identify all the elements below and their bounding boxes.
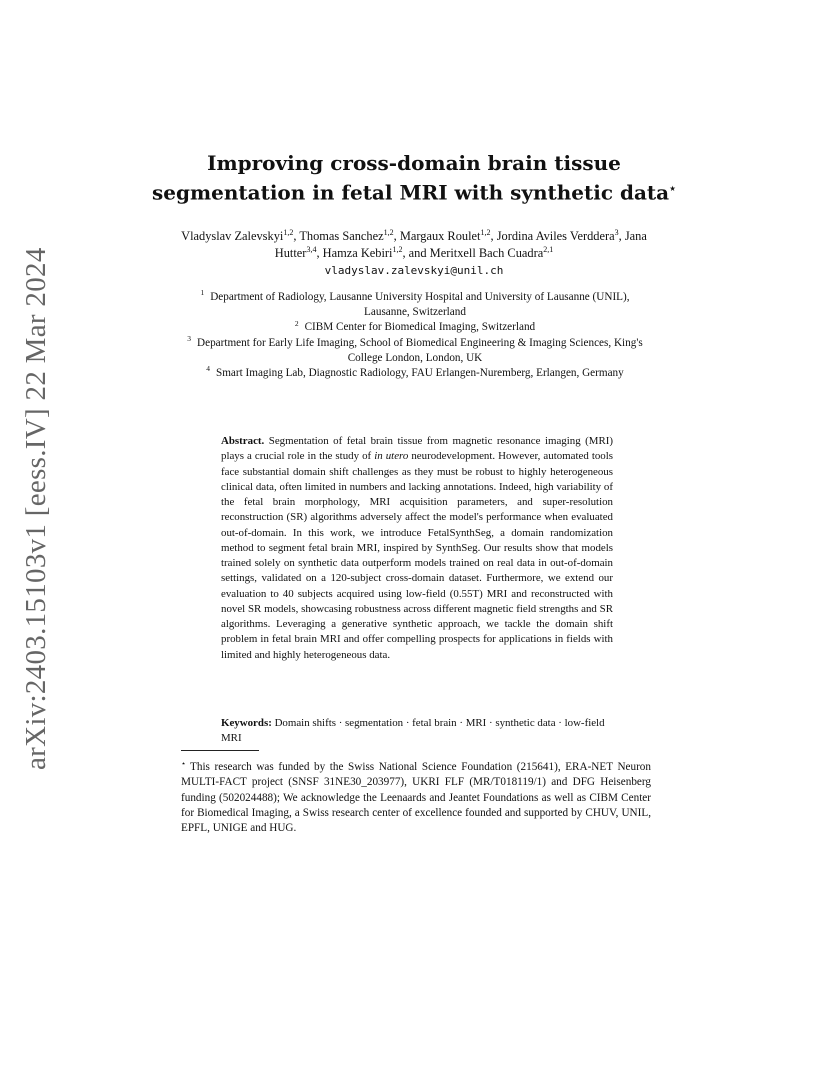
author-affiliation-marker: 2,1: [543, 244, 554, 254]
keywords-text: Domain shifts · segmentation · fetal brain · MRI · synthetic data · low-field MRI: [221, 717, 605, 745]
author-affiliation-marker: 3: [614, 227, 619, 237]
title-line-1: Improving cross-domain brain tissue: [207, 151, 621, 175]
abstract-text-2: neurodevelopment. However, automated tools face substantial domain shift challenges as they must be robust to highly heterogeneous clinical data, often limited in numbers and lacking annotations. Indeed, high variability of the fetal brain morphology, MRI acquisition parameters, and super-resolution reconstruction (SR) algorithms adversely affect the model's performance when evaluated out-of-domain. In this work, we introduce FetalSynthSeg, a domain randomization method to segment fetal brain MRI, inspired by SynthSeg. Our results show that models trained solely on synthetic data outperform models trained on real data in out-of-domain settings, validated on a 120-subject cross-domain dataset. Furthermore, we extend our evaluation to 40 subjects acquired using low-field (0.55T) MRI and reconstructed with novel SR models, showcasing robustness across different magnetic field strengths and SR algorithms. Leveraging a generative synthetic approach, we tackle the domain shift problem in fetal brain MRI and offer compelling prospects for applications in fields with limited and highly heterogeneous data.: [221, 450, 614, 661]
title-footnote-mark: ⋆: [669, 182, 677, 195]
affiliation-number: 1: [200, 288, 205, 298]
author-name: Vladyslav Zalevskyi: [181, 229, 284, 243]
author-name: Thomas Sanchez: [299, 229, 384, 243]
author-affiliation-marker: 1,2: [480, 227, 491, 237]
arxiv-stamp: arXiv:2403.15103v1 [eess.IV] 22 Mar 2024: [20, 247, 52, 770]
footnote-rule: [181, 750, 259, 751]
affiliation-1: [185, 290, 645, 320]
paper-title: [150, 150, 678, 206]
affiliation-text: CIBM Center for Biomedical Imaging, Switzerland: [304, 321, 536, 334]
author-affiliation-marker: 1,2: [283, 227, 294, 237]
authors: [181, 229, 647, 260]
affiliation-number: 3: [187, 333, 192, 343]
abstract-text-1: Segmentation of fetal brain tissue from magnetic resonance imaging (MRI) plays a crucial role in the study of: [221, 435, 613, 463]
author-separator: ,: [316, 246, 323, 260]
author-affiliation-marker: 1,2: [392, 244, 403, 254]
affiliation-4: [185, 366, 645, 381]
author-separator: ,: [393, 229, 400, 243]
affiliation-number: 2: [294, 318, 299, 328]
author-separator: ,: [293, 229, 300, 243]
author-separator: ,: [490, 229, 497, 243]
affiliation-text: Smart Imaging Lab, Diagnostic Radiology, FAU Erlangen-Nuremberg, Erlangen, Germany: [216, 367, 624, 380]
author-affiliation-marker: 3,4: [306, 244, 317, 254]
keywords-label: Keywords:: [221, 717, 272, 729]
author-affiliation-marker: 1,2: [383, 227, 394, 237]
abstract: [221, 434, 613, 663]
author-name: Jordina Aviles Verddera: [496, 229, 615, 243]
author-name: Meritxell Bach Cuadra: [429, 246, 544, 260]
affiliation-text: Department for Early Life Imaging, School of Biomedical Engineering & Imaging Sciences, King's College London, London, UK: [197, 336, 643, 364]
footnote: [181, 756, 651, 836]
author-name: Jana Hutter: [274, 229, 647, 260]
affiliation-2: [185, 320, 645, 335]
affiliation-3: [185, 333, 645, 366]
keywords: [221, 716, 613, 747]
author-name: Hamza Kebiri: [322, 246, 393, 260]
footnote-text: This research was funded by the Swiss National Science Foundation (215641), ERA-NET Neuron MULTI-FACT project (SNSF 31NE30_203977), UKRI FLF (MR/T018119/1) and DFG Heisenberg funding (502024488); We acknowledge the Leenaards and Jeantet Foundations as well as CIBM Center for Biomedical Imaging, a Swiss research center of excellence founded and supported by CHUV, UNIL, EPFL, UNIGE and HUG.: [181, 761, 651, 835]
abstract-italic: in utero: [374, 450, 409, 463]
abstract-label: Abstract.: [221, 435, 265, 447]
affiliation-list: [185, 290, 645, 381]
affiliation-number: 4: [206, 364, 210, 374]
author-list: [180, 228, 648, 279]
author-name: Margaux Roulet: [399, 229, 481, 243]
author-separator: , and: [402, 246, 430, 260]
author-email[interactable]: vladyslav.zalevskyi@unil.ch: [324, 264, 504, 277]
author-separator: ,: [618, 229, 625, 243]
title-line-2: segmentation in fetal MRI with synthetic data: [151, 180, 670, 205]
affiliation-text: Department of Radiology, Lausanne University Hospital and University of Lausanne (UNIL), Lausanne, Switzerland: [210, 291, 630, 319]
footnote-mark: ⋆: [181, 759, 187, 768]
